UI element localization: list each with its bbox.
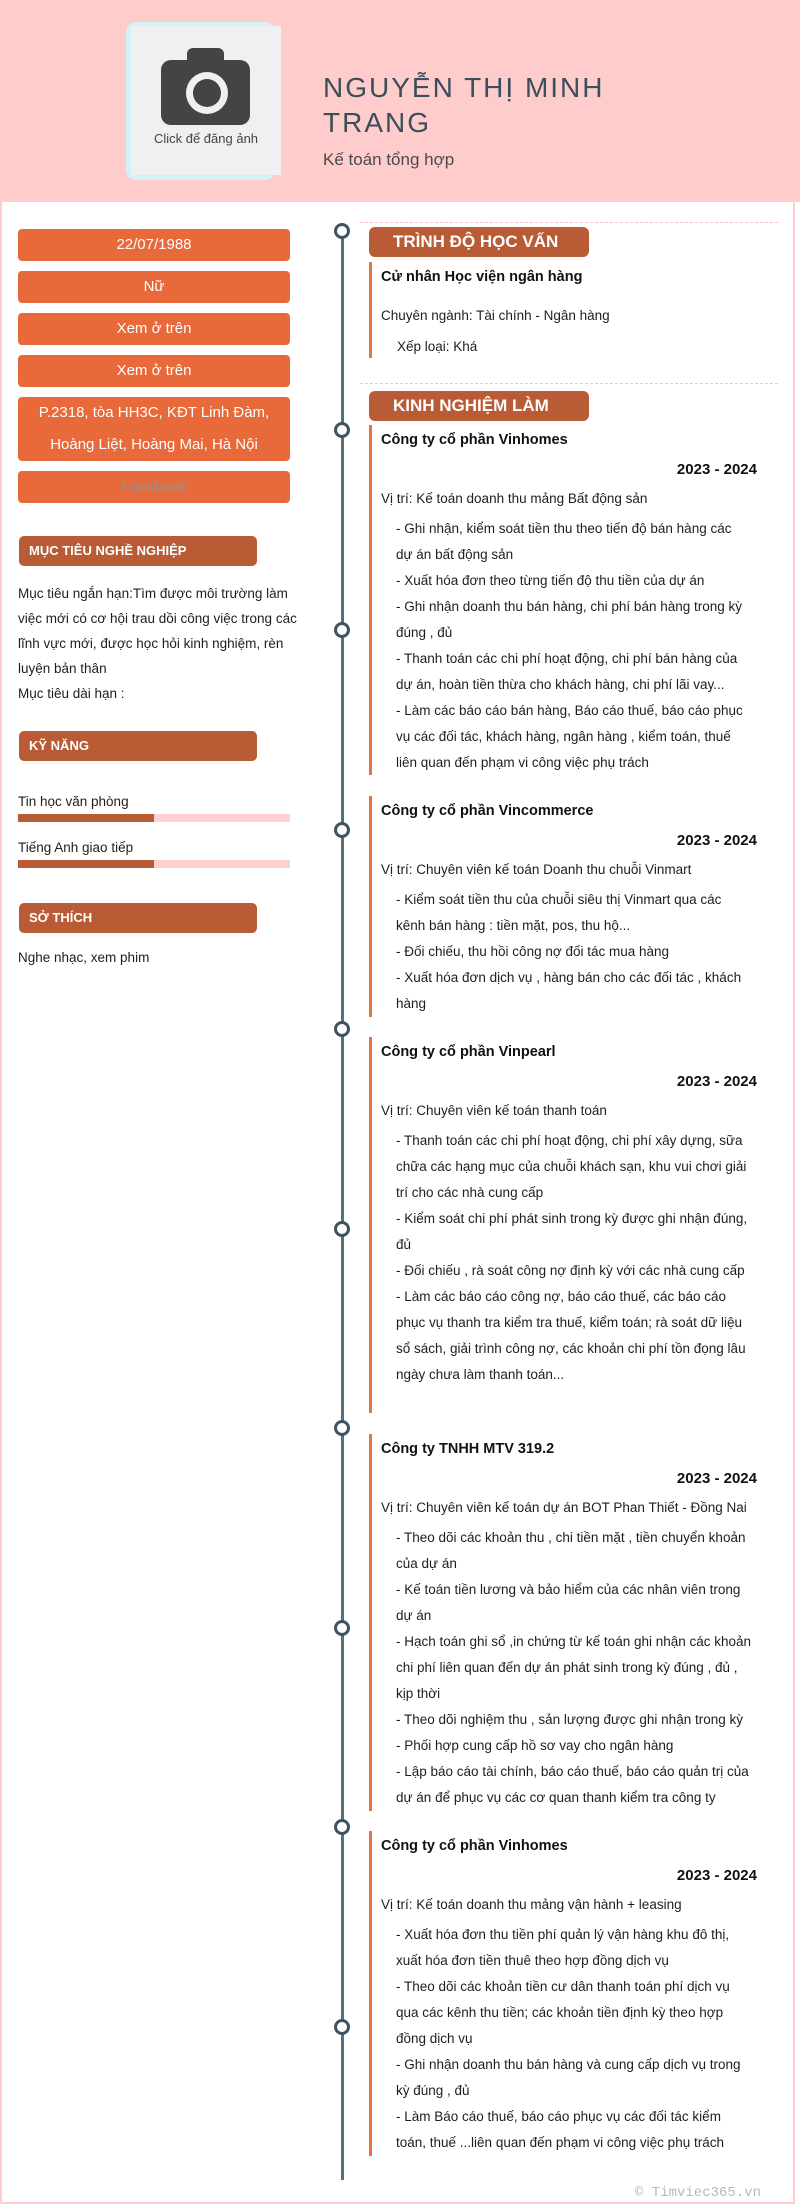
objective-line: Mục tiêu ngắn hạn:Tìm được môi trường làm	[18, 586, 288, 601]
duty-item	[396, 2052, 757, 2104]
upload-photo-label: Click để đăng ảnh	[153, 131, 259, 146]
duty-item	[396, 2104, 757, 2156]
upload-photo-button[interactable]	[131, 26, 281, 175]
duty-line: - Hạch toán ghi sổ ,in chứng từ kế toán ghi nhận các khoản	[396, 1634, 752, 1649]
section-header-education: TRÌNH ĐỘ HỌC VẤN	[369, 227, 589, 257]
duty-line: - Thanh toán các chi phí hoạt động, chi phí xây dựng, sữa	[396, 1133, 743, 1148]
duty-line: vụ các đối tác, khách hàng, ngân hàng , kiểm toán, thuế	[396, 729, 731, 744]
duty-item	[396, 568, 757, 594]
job-period: 2023 - 2024	[676, 1073, 757, 1090]
duty-line: của dự án	[396, 1556, 457, 1571]
section-divider	[360, 222, 778, 223]
skill-name: Tiếng Anh giao tiếp	[18, 840, 134, 855]
objective-line: Mục tiêu dài hạn :	[18, 686, 125, 701]
duty-line: chữa các hạng mục của chuỗi khách sạn, khu vui chơi giải	[396, 1159, 747, 1174]
duty-line: - Xuất hóa đơn dịch vụ , hàng bán cho các đối tác , khách	[396, 970, 742, 985]
duty-item	[396, 887, 757, 939]
job-position: Vị trí: Chuyên viên kế toán dự án BOT Phan Thiết - Đồng Nai	[381, 1500, 747, 1515]
duty-line: chi phí liên quan đến dự án phát sinh trong kỳ đúng , đủ ,	[396, 1660, 738, 1675]
duty-line: sổ sách, giải trình công nợ, các khoản chi phí tồn đọng lâu	[396, 1341, 746, 1356]
timeline-dot	[334, 1021, 350, 1037]
facebook-placeholder: Facebook	[121, 478, 187, 495]
duty-item	[396, 1284, 757, 1388]
duty-item	[396, 1922, 757, 1974]
duty-line: - Đối chiếu, thu hồi công nợ đối tác mua hàng	[396, 944, 670, 959]
address-line: Hoàng Liệt, Hoàng Mai, Hà Nội	[50, 436, 258, 453]
education-grade: Xếp loại: Khá	[397, 339, 478, 354]
duty-item	[396, 1577, 757, 1629]
timeline-dot	[334, 2019, 350, 2035]
duty-line: - Làm các báo cáo công nợ, báo cáo thuế, các báo cáo	[396, 1289, 727, 1304]
duty-item	[396, 1707, 757, 1733]
section-header-experience: KINH NGHIỆM LÀM	[369, 391, 589, 421]
duty-line: - Ghi nhận doanh thu bán hàng, chi phí bán hàng trong kỳ	[396, 599, 743, 614]
timeline-dot	[334, 422, 350, 438]
duty-line: kịp thời	[396, 1686, 441, 1701]
company-name: Công ty cổ phần Vinpearl	[381, 1044, 556, 1060]
duty-item	[396, 1733, 757, 1759]
job-position: Vị trí: Kế toán doanh thu mảng Bất động sản	[381, 491, 648, 506]
duty-list	[381, 1922, 757, 2156]
skill-bar	[18, 860, 290, 868]
education-entry	[369, 262, 757, 358]
duty-line: dự án bất động sản	[396, 547, 514, 562]
duty-line: trí cho các nhà cung cấp	[396, 1185, 544, 1200]
duty-item	[396, 516, 757, 568]
duty-line: xuất hóa đơn tiền thuê theo hợp đồng dịch vụ	[396, 1953, 669, 1968]
duty-line: - Đối chiếu , rà soát công nợ định kỳ với các nhà cung cấp	[396, 1263, 745, 1278]
timeline-dot	[334, 1819, 350, 1835]
gender-field[interactable]: Nữ	[18, 271, 290, 303]
duty-line: - Ghi nhận doanh thu bán hàng và cung cấp dịch vụ trong	[396, 2057, 741, 2072]
phone-field[interactable]: Xem ở trên	[18, 313, 290, 345]
duty-item	[396, 594, 757, 646]
duty-list	[381, 1128, 757, 1388]
duty-line: dự án	[396, 1608, 432, 1623]
duty-item	[396, 1206, 757, 1258]
section-header-hobbies: SỞ THÍCH	[19, 903, 257, 933]
section-header-skills: KỸ NĂNG	[19, 731, 257, 761]
duty-line: ngày chưa làm thanh toán...	[396, 1367, 565, 1382]
duty-line: đủ	[396, 1237, 412, 1252]
job-period: 2023 - 2024	[676, 461, 757, 478]
duty-line: liên quan đến phạm vi công việc phụ trách	[396, 755, 649, 770]
duty-item	[396, 1525, 757, 1577]
job-period: 2023 - 2024	[676, 832, 757, 849]
duty-line: - Kiểm soát chi phí phát sinh trong kỳ được ghi nhận đúng,	[396, 1211, 748, 1226]
duty-line: dự án, hoàn tiền thừa cho khách hàng, chi phí lãi vay...	[396, 677, 725, 692]
skill-bar-fill	[18, 814, 154, 822]
hobbies-text: Nghe nhạc, xem phim	[18, 950, 150, 965]
objective-line: việc mới có cơ hội trau dồi công việc trong các	[18, 611, 297, 626]
job-entry	[369, 1037, 757, 1413]
duty-line: hàng	[396, 996, 427, 1011]
job-position: Vị trí: Chuyên viên kế toán thanh toán	[381, 1103, 607, 1118]
job-entry	[369, 796, 757, 1017]
education-degree: Cử nhân Học viện ngân hàng	[381, 269, 583, 285]
section-divider	[360, 383, 778, 384]
duty-line: đồng dịch vụ	[396, 2031, 473, 2046]
address-line: P.2318, tòa HH3C, KĐT Linh Đàm,	[38, 404, 270, 421]
timeline-dot	[334, 1221, 350, 1237]
candidate-title: Kế toán tổng hợp	[323, 150, 455, 169]
duty-list	[381, 1525, 757, 1811]
job-position: Vị trí: Chuyên viên kế toán Doanh thu chuỗi Vinmart	[381, 862, 692, 877]
timeline-line	[341, 231, 344, 2180]
candidate-name: NGUYỄN THỊ MINH TRANG	[323, 72, 605, 138]
job-entry	[369, 425, 757, 775]
timeline-dot	[334, 1620, 350, 1636]
timeline-dot	[334, 822, 350, 838]
duty-line: - Phối hợp cung cấp hồ sơ vay cho ngân hàng	[396, 1738, 674, 1753]
duty-line: toán, thuế ...liên quan đến phạm vi công việc phụ trách	[396, 2135, 724, 2150]
duty-item	[396, 939, 757, 965]
objective-line: lĩnh vực mới, được học hỏi kinh nghiệm, rèn	[18, 636, 284, 651]
education-major: Chuyên ngành: Tài chính - Ngân hàng	[381, 308, 610, 323]
duty-line: - Làm các báo cáo bán hàng, Báo cáo thuế, báo cáo phục	[396, 703, 743, 718]
timeline-dot	[334, 1420, 350, 1436]
facebook-field[interactable]	[18, 471, 290, 503]
duty-line: dự án để phục vụ các cơ quan thanh kiểm tra công ty	[396, 1790, 716, 1805]
duty-line: - Theo dõi các khoản thu , chi tiền mặt , tiền chuyển khoản	[396, 1530, 746, 1545]
objective-text	[18, 581, 297, 706]
duty-line: kênh bán hàng : tiền mặt, pos, thu hộ...	[396, 918, 631, 933]
company-name: Công ty TNHH MTV 319.2	[381, 1441, 555, 1457]
duty-item	[396, 646, 757, 698]
duty-line: - Ghi nhận, kiểm soát tiền thu theo tiến độ bán hàng các	[396, 521, 732, 536]
skill-bar	[18, 814, 290, 822]
company-name: Công ty cổ phần Vincommerce	[381, 803, 594, 819]
duty-item	[396, 698, 757, 776]
timeline-dot	[334, 622, 350, 638]
duty-line: phục vụ thanh tra kiểm tra thuế, kiểm toán; rà soát dữ liệu	[396, 1315, 742, 1330]
duty-list	[381, 887, 757, 1017]
duty-item	[396, 1629, 757, 1707]
job-entry	[369, 1434, 757, 1811]
job-position: Vị trí: Kế toán doanh thu mảng vận hành + leasing	[381, 1897, 682, 1912]
birthday-field[interactable]: 22/07/1988	[18, 229, 290, 261]
duty-item	[396, 1759, 757, 1811]
address-field[interactable]	[18, 397, 290, 461]
skill-bar-fill	[18, 860, 154, 868]
duty-line: - Theo dõi các khoản tiền cư dân thanh toán phí dịch vụ	[396, 1979, 730, 1994]
duty-line: - Xuất hóa đơn thu tiền phí quản lý vận hàng khu đô thị,	[396, 1927, 730, 1942]
job-period: 2023 - 2024	[676, 1470, 757, 1487]
duty-line: đúng , đủ	[396, 625, 453, 640]
job-period: 2023 - 2024	[676, 1867, 757, 1884]
duty-line: - Lập báo cáo tài chính, báo cáo thuế, báo cáo quản trị của	[396, 1764, 749, 1779]
section-header-objective: MỤC TIÊU NGHỀ NGHIỆP	[19, 536, 257, 566]
watermark: © Timviec365.vn	[635, 2185, 762, 2201]
duty-list	[381, 516, 757, 776]
duty-line: - Thanh toán các chi phí hoạt động, chi phí bán hàng của	[396, 651, 738, 666]
objective-line: luyện bản thân	[18, 661, 107, 676]
job-entry	[369, 1831, 757, 2156]
duty-line: - Kế toán tiền lương và bảo hiểm của các nhân viên trong	[396, 1582, 741, 1597]
duty-item	[396, 1128, 757, 1206]
duty-line: - Theo dõi nghiệm thu , sản lượng được ghi nhận trong kỳ	[396, 1712, 743, 1727]
duty-line: kỳ đúng , đủ	[396, 2083, 470, 2098]
email-field[interactable]: Xem ở trên	[18, 355, 290, 387]
company-name: Công ty cổ phần Vinhomes	[381, 432, 568, 448]
duty-item	[396, 1974, 757, 2052]
duty-line: qua các kênh thu tiền; các khoản tiền định kỳ theo hợp	[396, 2005, 724, 2020]
duty-item	[396, 1258, 757, 1284]
camera-icon	[161, 48, 250, 125]
duty-line: - Xuất hóa đơn theo từng tiến độ thu tiền của dự án	[396, 573, 705, 588]
duty-line: - Kiểm soát tiền thu của chuỗi siêu thị Vinmart qua các	[396, 892, 722, 907]
company-name: Công ty cổ phần Vinhomes	[381, 1838, 568, 1854]
duty-item	[396, 965, 757, 1017]
skill-name: Tin học văn phòng	[18, 794, 129, 809]
timeline-dot	[334, 223, 350, 239]
duty-line: - Làm Báo cáo thuế, báo cáo phục vụ các đối tác kiểm	[396, 2109, 721, 2124]
